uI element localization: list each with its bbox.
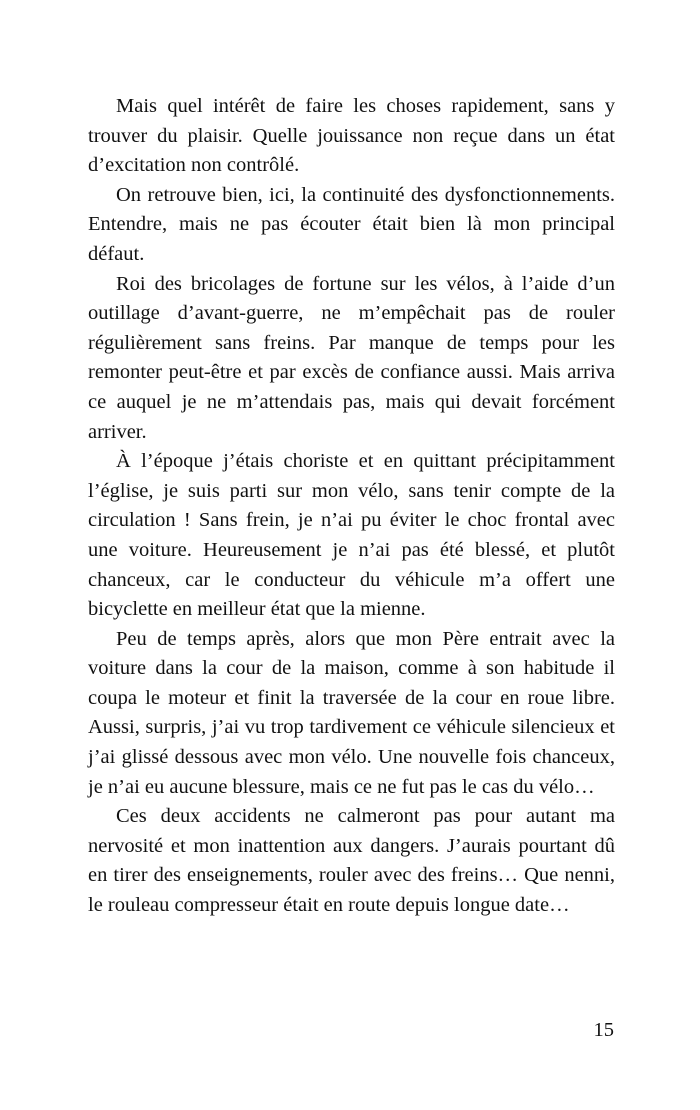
page-body bbox=[88, 92, 615, 921]
paragraph: On retrouve bien, ici, la continuité des dysfonctionnements. Entendre, mais ne pas écouter était bien là mon principal défaut. bbox=[88, 183, 615, 265]
paragraph: Mais quel intérêt de faire les choses rapidement, sans y trouver du plaisir. Quelle jouissance non reçue dans un état d’excitation non contrôlé. bbox=[88, 95, 615, 177]
page-number: 15 bbox=[593, 1019, 614, 1041]
paragraph: Roi des bricolages de fortune sur les vélos, à l’aide d’un outillage d’avant-guerre, ne m’empêchait pas de rouler régulièrement sans freins. Par manque de temps pour les remonter peut-être et par excès de confiance aussi. Mais arriva ce auquel je ne m’attendais pas, mais qui devait forcément arriver. bbox=[88, 272, 615, 443]
paragraph: Ces deux accidents ne calmeront pas pour autant ma nervosité et mon inattention aux dangers. J’aurais pourtant dû en tirer des enseignements, rouler avec des freins… Que nenni, le rouleau compresseur était en route depuis longue date… bbox=[88, 805, 615, 917]
paragraph: Peu de temps après, alors que mon Père entrait avec la voiture dans la cour de la maison, comme à son habitude il coupa le moteur et finit la traversée de la cour en roue libre. Aussi, surpris, j’ai vu trop tardivement ce véhicule silencieux et j’ai glissé dessous avec mon vélo. Une nouvelle fois chanceux, je n’ai eu aucune blessure, mais ce ne fut pas le cas du vélo… bbox=[88, 627, 615, 798]
paragraph: À l’époque j’étais choriste et en quittant précipitamment l’église, je suis parti sur mon vélo, sans tenir compte de la circulation ! Sans frein, je n’ai pu éviter le choc frontal avec une voiture. Heureusement je n’ai pas été blessé, et plutôt chanceux, car le conducteur du véhicule m’a offert une bicyclette en meilleur état que la mienne. bbox=[88, 450, 615, 621]
